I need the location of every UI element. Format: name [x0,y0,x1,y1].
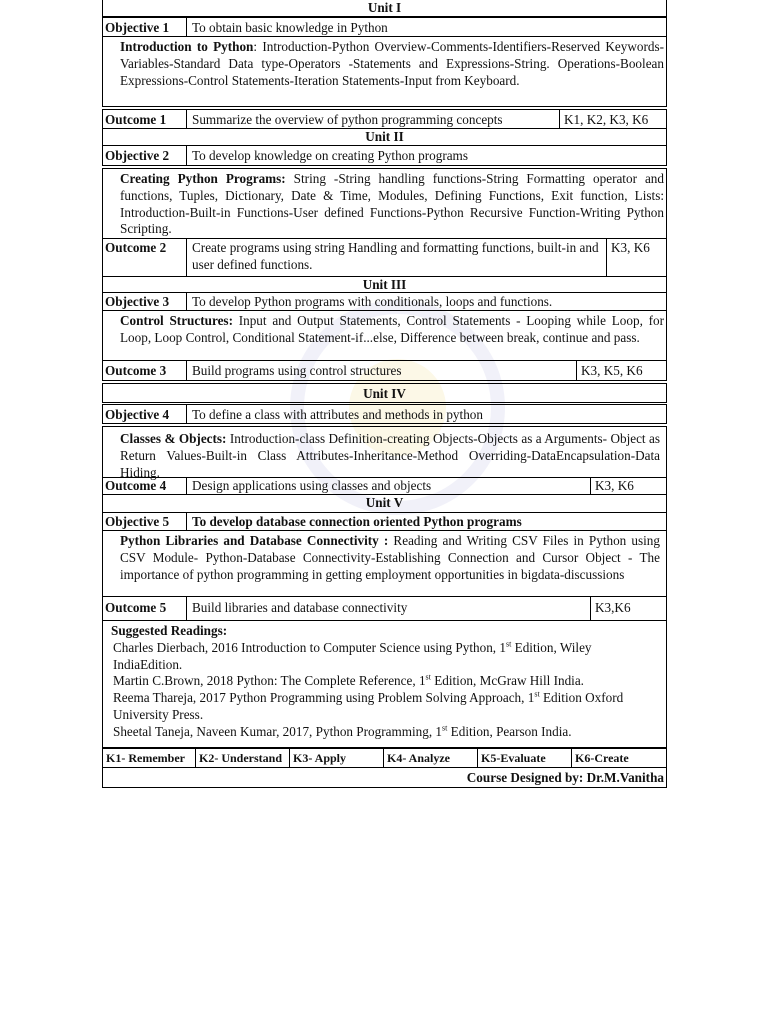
unit-5-content [102,531,667,597]
unit-4-content [102,426,667,478]
course-designed-by: Course Designed by: Dr.M.Vanitha [102,768,667,788]
reading-ref-4: Sheetal Taneja, Naveen Kumar, 2017, Python Programming, 1st Edition, Pearson India. [113,723,572,739]
outcome-label: Outcome 4 [103,478,187,494]
objective-label: Objective 1 [103,18,187,36]
reading-ref-3: Reema Thareja, 2017 Python Programming using Problem Solving Approach, 1st Edition Oxford University Press. [113,689,624,722]
objective-2-row [102,146,667,166]
objective-text: To develop knowledge on creating Python programs [192,148,468,163]
unit-3-content [102,311,667,361]
reading-ref-2: Martin C.Brown, 2018 Python: The Complete Reference, 1st Edition, McGraw Hill India. [113,673,584,689]
k-level-6: K6-Create [575,751,629,765]
objective-text: To obtain basic knowledge in Python [192,20,388,35]
objective-text: To define a class with attributes and methods in python [192,407,483,422]
unit-4-title: Unit IV [102,383,667,403]
objective-1-row [102,17,667,37]
outcome-label: Outcome 3 [103,361,187,380]
objective-3-row [102,293,667,311]
content-body: Reading and Writing CSV Files in Python using CSV Module- Python-Database Connectivity-Establishing Connection and Cursor Object - The importance of python programming in getting employment opportunities in bigdata-discussions [120,533,660,582]
unit-1-title: Unit I [102,0,667,17]
objective-4-row [102,404,667,424]
outcome-k-levels: K3, K6 [590,478,666,494]
objective-label: Objective 3 [103,293,187,310]
content-body: Introduction-class Definition-creating Objects-Objects as a Arguments- Object as Return Values-Built-in Class Attributes-Inheritance-Method Overriding-DataEncapsulation-Data Hiding. [120,431,660,480]
outcome-text: Summarize the overview of python programming concepts [192,112,503,127]
content-heading: Python Libraries and Database Connectivity : [120,533,389,548]
outcome-text: Design applications using classes and objects [192,478,432,493]
outcome-k-levels: K3, K6 [606,239,666,276]
outcome-5-row [102,597,667,621]
outcome-label: Outcome 2 [103,239,187,276]
unit-3-title: Unit III [102,277,667,293]
unit-1-content [102,37,667,107]
outcome-4-row [102,478,667,495]
objective-text: To develop database connection oriented Python programs [192,514,522,529]
outcome-label: Outcome 5 [103,597,187,620]
outcome-k-levels: K1, K2, K3, K6 [559,110,666,128]
outcome-k-levels: K3,K6 [590,597,666,620]
content-body: : Introduction-Python Overview-Comments-Identifiers-Reserved Keywords-Variables-Standard Data type-Operators -Statements and Expressions-String. Operations-Boolean Expressions-Control Statements-Iteration Statements-Input from Keyboard. [120,39,664,88]
objective-text: To develop Python programs with conditionals, loops and functions. [192,294,553,309]
k-level-5: K5-Evaluate [478,749,572,767]
objective-label: Objective 5 [103,513,187,530]
k-level-3: K3- Apply [290,749,384,767]
outcome-label: Outcome 1 [103,110,187,128]
outcome-text: Build programs using control structures [192,363,402,378]
unit-2-title: Unit II [102,129,667,146]
content-body: String -String handling functions-String Formatting operator and functions, Tuples, Dictionary, Date & Time, Modules, Defining Functions, Exit function, Lists: Introduction-Built-in Functions-User defined Functions-Python Recursive Function-Writing Python Scripting. [120,171,664,237]
content-body: Input and Output Statements, Control Statements - Looping while Loop, for Loop, Loop Control, Conditional Statement-if...else, Difference between break, continue and pass. [120,313,665,345]
k-levels-legend [102,748,667,768]
outcome-text: Create programs using string Handling and formatting functions, built-in and user defined functions. [192,240,599,272]
objective-label: Objective 2 [103,146,187,165]
content-heading: Control Structures: [120,313,233,328]
objective-5-row [102,513,667,531]
content-heading: Classes & Objects: [120,431,227,446]
readings-title: Suggested Readings: [111,623,228,638]
outcome-k-levels: K3, K5, K6 [576,361,666,380]
content-heading: Introduction to Python [120,39,254,54]
outcome-3-row [102,361,667,381]
outcome-text: Build libraries and database connectivity [192,600,408,615]
unit-5-title: Unit V [102,495,667,513]
outcome-1-row [102,109,667,129]
k-level-4: K4- Analyze [384,749,478,767]
syllabus-table [102,0,667,788]
objective-label: Objective 4 [103,405,187,423]
reading-ref-1: Charles Dierbach, 2016 Introduction to Computer Science using Python, 1st Edition, Wiley IndiaEdition. [113,639,592,672]
outcome-2-row [102,239,667,277]
k-level-1: K1- Remember [103,749,196,767]
k-level-2: K2- Understand [196,749,290,767]
unit-2-content [102,168,667,239]
suggested-readings [102,621,667,748]
content-heading: Creating Python Programs: [120,171,286,186]
